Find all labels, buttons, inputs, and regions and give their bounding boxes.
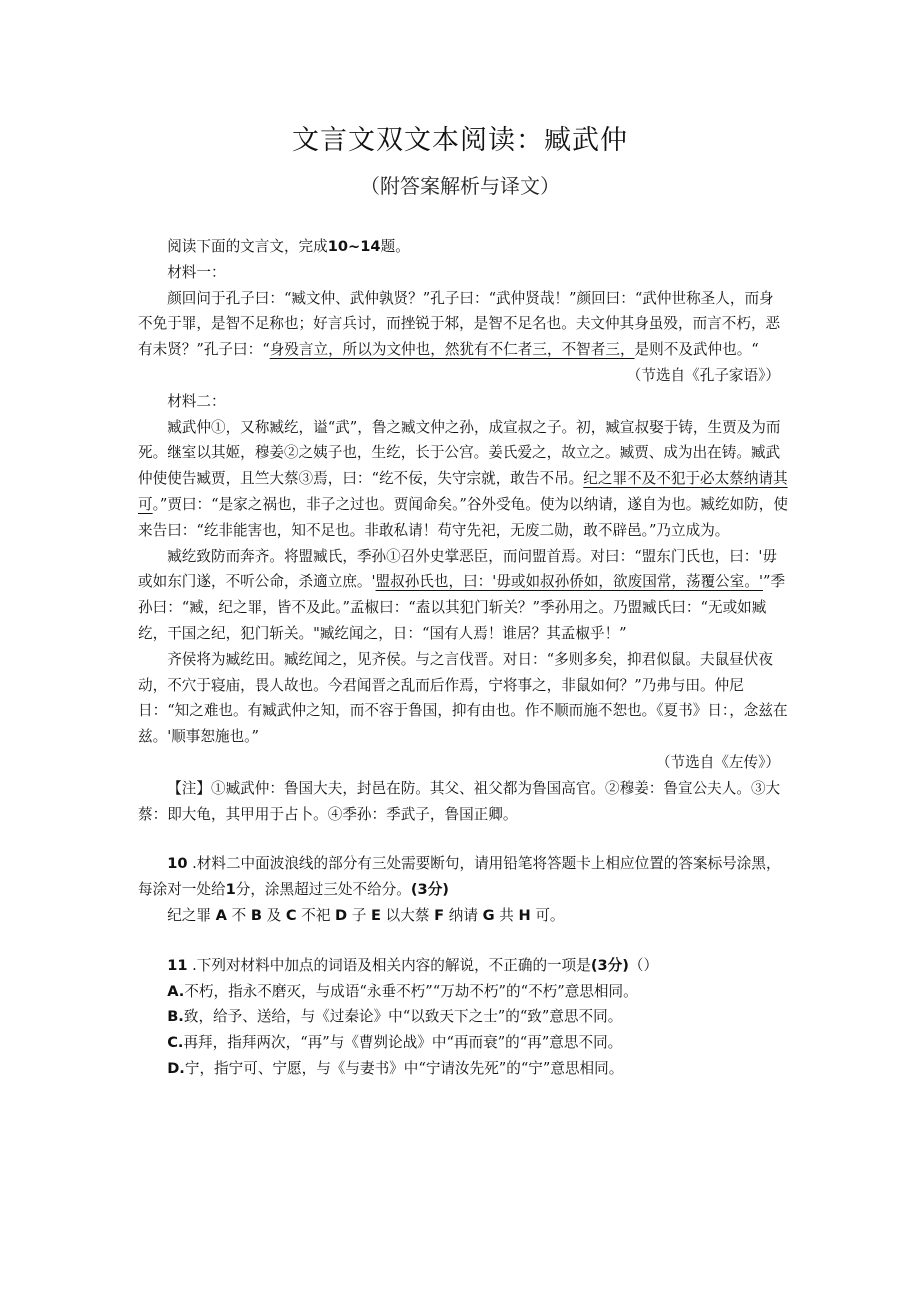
question-11-option-c: C.再拜，指拜两次，“再”与《曹刿论战》中“再而衰”的“再”意思不同。	[167, 1034, 623, 1052]
page-title: 文言文双文本阅读：臧武仲	[292, 125, 628, 156]
material2-paragraph-3: 齐侯将为臧纥田。臧纥闻之，见齐侯。与之言伐晋。对日：“多则多矣，抑君似鼠。夫鼠昼伏夜动，不穴于寝庙，畏人故也。今君闻晋之乱而后作焉，宁将事之，非鼠如何？”乃弗与田。仲尼日：“知之难也。有臧武仲之知，而不容于鲁国，抑有由也。作不顺而施不恕也。《夏书》日：，念兹在兹。'顺事恕施也。”	[138, 650, 788, 746]
page-subtitle: （附答案解析与译文）	[360, 174, 560, 198]
question-11-option-b: B.致，给予、送给，与《过秦论》中“以致天下之士”的“致”意思不同。	[167, 1008, 623, 1026]
question-11-option-a: A.不朽，指永不磨灭，与成语“永垂不朽”“万劫不朽”的“不朽”意思相同。	[167, 982, 638, 1000]
question-10: 10 .材料二中面波浪线的部分有三处需要断句，请用铅笔将答题卡上相应位置的答案标号涂黑，每涂对一处给1分，涂黑超过三处不给分。(3分)	[138, 855, 781, 899]
annotation-note: 【注】①臧武仲：鲁国大夫，封邑在防。其父、祖父都为鲁国高官。②穆姜：鲁宣公夫人。③大蔡：即大龟，其甲用于占卜。④季孙：季武子，鲁国正卿。	[138, 779, 781, 823]
material2-label: 材料二：	[167, 392, 226, 410]
underlined-sentence: 身殁言立，所以为文仲也，然犹有不仁者三，不智者三，	[269, 341, 635, 359]
material1-source: （节选自《孔子家语》）	[626, 366, 780, 384]
material1-label: 材料一：	[167, 263, 226, 281]
material1-text: 颜回问于孔子曰：“臧文仲、武仲孰贤？”孔子曰：“武仲贤哉！”颜回曰：“武仲世称圣人，而身不免于罪，是智不足称也；好言兵讨，而挫锐于邾，是智不足名也。夫文仲其身虽殁，而言不朽，恶有未贤？”孔子曰：“身殁言立，所以为文仲也，然犹有不仁者三，不智者三，是则不及武仲也。“	[138, 289, 781, 359]
material2-paragraph-2: 臧纥致防而奔齐。将盟臧氏，季孙①召外史掌恶臣，而问盟首焉。对曰：“盟东门氏也，曰：'毋或如东门遂，不听公命，杀適立庶。'盟叔孙氏也，曰：'毋或如叔孙侨如，欲废国常，荡覆公室。'”季孙曰：“臧，纪之罪，皆不及此。”孟椒曰：“盍以其犯门斩关？”季孙用之。乃盟臧氏曰：“无或如臧纥，干国之纪，犯门斩关。"臧纥闻之，日：“国有人焉！谁居？其孟椒乎！”	[138, 547, 786, 642]
instruction: 阅读下面的文言文，完成10~14题。	[167, 238, 410, 255]
wavy-line-sentence: 纪之罪不及不犯于必太蔡纳请其可	[138, 470, 788, 513]
material2-source: （节选自《左传》）	[655, 753, 780, 771]
material2-paragraph-1: 臧武仲①，又称臧纥，谥“武”，鲁之臧文仲之孙，成宣叔之子。初，臧宣叔娶于铸，生贾及为而死。继室以其姬，穆姜②之姨子也，生纥，长于公宫。姜氏爱之，故立之。臧贾、成为出在铸。臧武仲使使告臧贾，且竺大蔡③焉，曰：“纥不佞，失守宗就，敢告不吊。纪之罪不及不犯于必太蔡纳请其可。”贾曰：“是家之祸也，非子之过也。贾闻命矣。”谷外受龟。使为以纳请，遂自为也。臧纥如防，使来告曰：“纥非能害也，知不足也。非敢私请！苟守先祀，无废二勋，敢不辟邑。”乃立成为。	[138, 418, 788, 539]
document-body	[138, 234, 788, 1082]
question-11: 11 .下列对材料中加点的词语及相关内容的解说，不正确的一项是(3分)（）	[167, 956, 659, 974]
question-10-options: 纪之罪 A 不 B 及 C 不祀 D 子 E 以大蔡 F 纳请 G 共 H 可。	[167, 906, 565, 924]
underlined-sentence-2: 盟叔孙氏也，曰：'毋或如叔孙侨如，欲废国常，荡覆公室。'	[375, 573, 763, 591]
question-11-option-d: D.宁，指宁可、宁愿，与《与妻书》中“宁请汝先死”的“宁”意思相同。	[167, 1059, 624, 1077]
